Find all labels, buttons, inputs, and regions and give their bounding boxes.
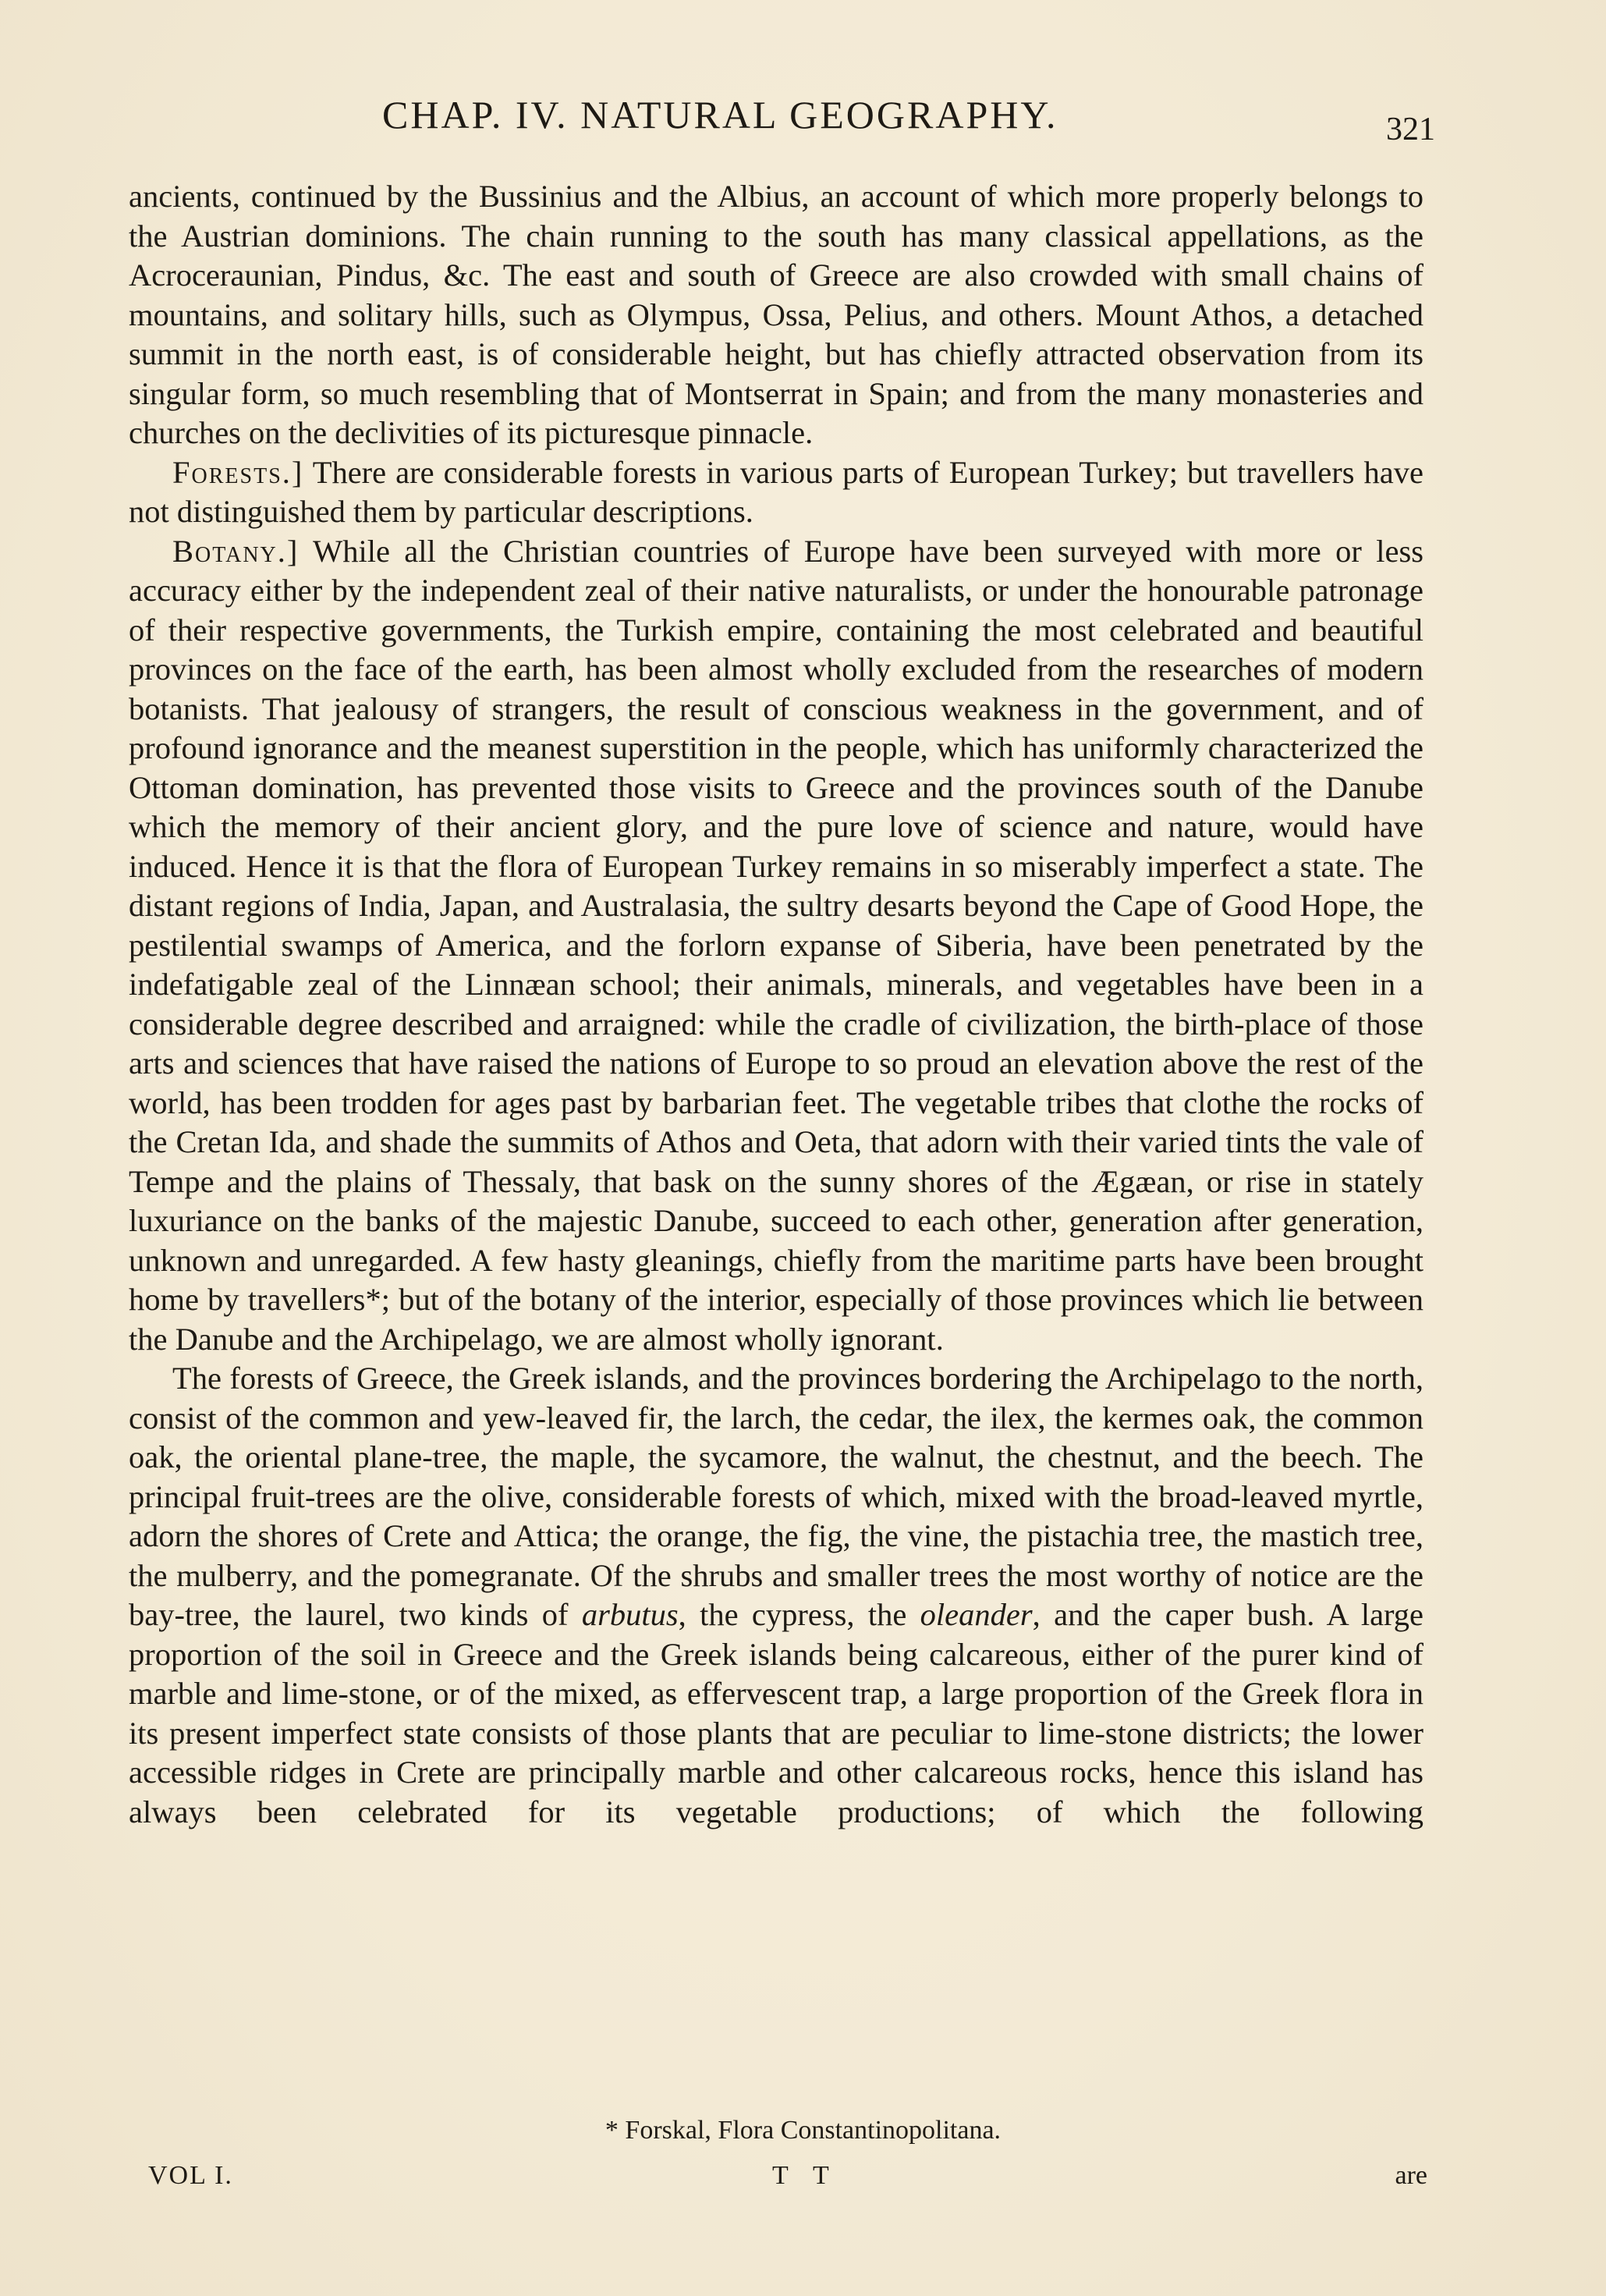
paragraph-forest-species (129, 1359, 1423, 1832)
body-text (129, 177, 1423, 1832)
species-text-a: The forests of Greece, the Greek islands, and the provinces bordering the Archipelago to the north, consist of the common and yew-leaved fir, the larch, the cedar, the ilex, the kermes oak, the common oak, the oriental plane-tree, the maple, the sycamore, the walnut, the chestnut, and the beech. The principal fruit-trees are the olive, considerable forests of which, mixed with the broad-leaved myrtle, adorn the shores of Crete and Attica; the orange, the fig, the vine, the pistachia tree, the mastich tree, the mulberry, and the pomegranate. Of the shrubs and smaller trees the most worthy of notice are the bay-tree, the laurel, two kinds of (129, 1361, 1423, 1632)
volume-label: VOL I. (148, 2161, 233, 2190)
botany-heading: Botany.] (172, 533, 300, 569)
botany-text-a: While all the Christian countries of Europe have been surveyed with more or less accuracy either by the independent zeal of their native naturalists, or under the honourable patronage of their respective governments, the Turkish empire, containing the most celebrated and beautiful provinces on the face of the earth, has been almost wholly excluded from the researches of modern botanists. That jealousy of strangers, the result of conscious weakness in the government, and of profound ignorance and the meanest superstition in the people, which has uniformly characterized the Ottoman domination, has prevented those visits to Greece and the provinces south of the Danube which the memory of their ancient glory, and the pure love of science and nature, would have induced. Hence it is that the flora of European Turkey remains in so miserably imperfect a state. The distant regions of India, Japan, and Australasia, the sultry desarts beyond the Cape of Good Hope, the pestilential swamps of America, and the forlorn expanse of Siberia, have been penetrated by the indefatigable zeal of the Linnæan school; their animals, minerals, and vegetables have been in a considerable degree described and arraigned: while the cradle of civilization, the birth-place of those arts and sciences that have raised the nations of Europe to so proud an elevation above the rest of the world, has been trodden for ages past by barbarian feet. The vegetable tribes that clothe the rocks of the Cretan Ida, and shade the summits of Athos and Oeta, that adorn with their varied tints the vale of Tempe and the plains of Thessaly, that bask on the sunny shores of the Ægæan, or rise in stately luxuriance on the banks of the majestic Danube, succeed to each other, generation after generation, unknown and unregarded. A few hasty gleanings, chiefly from the maritime parts have been brought home by travellers (129, 533, 1423, 1317)
footnote: * Forskal, Flora Constantinopolitana. (604, 2116, 1002, 2145)
footnote-marker: * (365, 1282, 381, 1317)
running-head (125, 92, 1435, 147)
forests-text: There are considerable forests in various parts of European Turkey; but travellers have not distinguished them by particular descriptions. (129, 454, 1423, 529)
paragraph-forests (129, 453, 1423, 532)
paragraph-botany (129, 532, 1423, 1360)
page-footer (148, 2161, 1427, 2200)
italic-arbutus: arbutus (581, 1597, 679, 1632)
paragraph-mountains: ancients, continued by the Bussinius and the Albius, an account of which more properly belongs to the Austrian dominions. The chain running to the south has many classical appellations, as the Acroceraunian, Pindus, &c. The east and south of Greece are also crowded with small chains of mountains, and solitary hills, such as Olympus, Ossa, Pelius, and others. Mount Athos, a detached summit in the north east, is of considerable height, but has chiefly attracted observation from its singular form, so much resembling that of Montserrat in Spain; and from the many monasteries and churches on the declivities of its picturesque pinnacle. (129, 179, 1423, 450)
species-text-b: , the cypress, the (678, 1597, 907, 1632)
forests-heading: Forests.] (172, 454, 304, 490)
signature-mark: T T (772, 2161, 838, 2190)
species-text-c: , and the caper bush. A large proportion of the soil in Greece and the Greek islands being calcareous, either of the purer kind of marble and lime-stone, or of the mixed, as effervescent trap, a large proportion of the Greek flora in its present imperfect state consists of those plants that are peculiar to lime-stone districts; the lower accessible ridges in Crete are principally marble and other calcareous rocks, hence this island has always been celebrated for its vegetable productions; of which the following (129, 1597, 1424, 1829)
page-number: 321 (1386, 112, 1435, 147)
chapter-title: CHAP. IV. NATURAL GEOGRAPHY. (382, 93, 1058, 137)
italic-oleander: oleander (920, 1597, 1033, 1632)
catchword: are (1395, 2161, 1427, 2190)
botany-text-b: ; but of the botany of the interior, especially of those provinces which lie between the Danube and the Archipelago, we are almost wholly ignorant. (129, 1282, 1423, 1357)
